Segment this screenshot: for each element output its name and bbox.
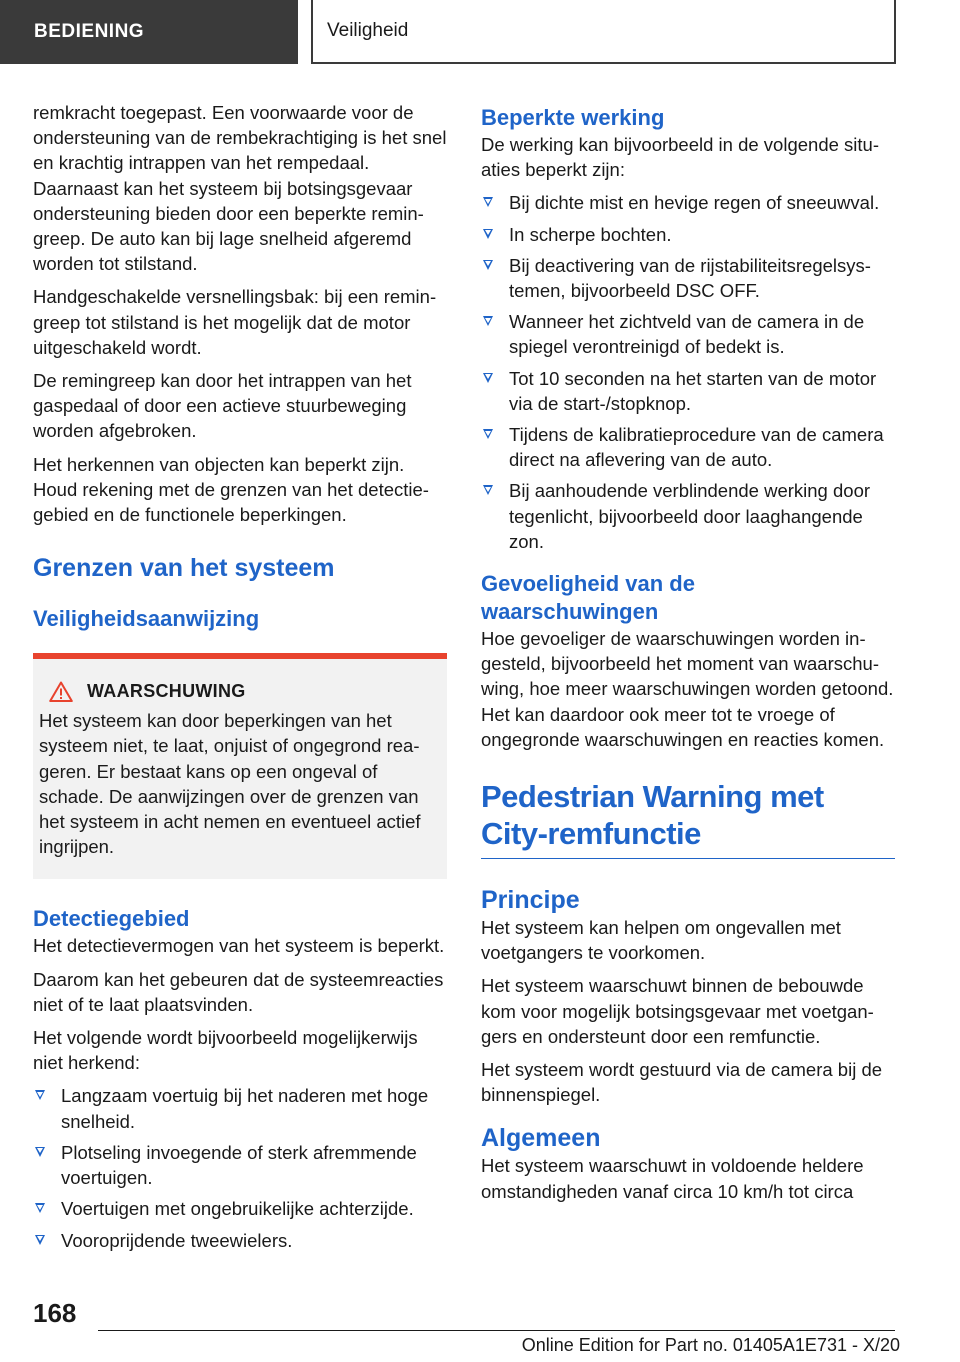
- page-number: 168: [33, 1298, 77, 1328]
- paragraph: De remingreep kan door het intrappen van het gaspedaal of door een actieve stuurbeweging worden afgebroken.: [33, 370, 412, 442]
- bullet-triangle-icon: [35, 1090, 45, 1100]
- warning-triangle-icon: [49, 681, 73, 702]
- warning-title: [39, 681, 433, 702]
- paragraph: Hoe gevoeliger de waarschuwingen worden ingesteld, bijvoorbeeld het moment van waarschuwing, hoe meer waarschuwingen worden getoond. Het kan daardoor ook meer tot te vroege of ongegronde waarschuwingen en reacties komen.: [481, 628, 894, 750]
- paragraph: Daarom kan het gebeuren dat de systeemreacties niet of te laat plaatsvinden.: [33, 968, 444, 1015]
- list-item-text: Voertuigen met ongebruikelijke achterzijde.: [61, 1198, 414, 1220]
- list-item-text: Bij aanhoudende verblindende werking door tegenlicht, bijvoorbeeld door laaghangende zon.: [509, 480, 871, 552]
- paragraph: Handgeschakelde versnellingsbak: bij een remingreep tot stilstand is het mogelijk dat de motor uitgeschakeld wordt.: [33, 286, 437, 358]
- list-item: [481, 253, 895, 303]
- detection-list: [33, 1083, 447, 1252]
- chapter-title: Veiligheid: [327, 20, 409, 41]
- footer-edition: Online Edition for Part no. 01405A1E731 - X/20: [521, 1335, 900, 1355]
- bullet-triangle-icon: [483, 373, 493, 383]
- section-title: BEDIENING: [34, 21, 145, 42]
- list-item: [481, 478, 895, 554]
- heading-beperkte-werking: Beperkte werking: [481, 105, 665, 130]
- list-item: [33, 1140, 447, 1190]
- footer-divider: [98, 1330, 895, 1331]
- header-section-label: [0, 0, 298, 64]
- heading-pedestrian-warning: Pedestrian Warning met City-remfunctie: [481, 778, 895, 859]
- list-item: [33, 1083, 447, 1133]
- list-item-text: Tijdens de kalibratieprocedure van de camera direct na aflevering van de auto.: [509, 424, 884, 471]
- list-item: [33, 1228, 447, 1253]
- bullet-triangle-icon: [483, 316, 493, 326]
- paragraph: Het systeem waarschuwt binnen de bebouwde kom voor mogelijk botsingsgevaar met voetgangers en ondersteunt door een remfunctie.: [481, 975, 874, 1047]
- paragraph: Het systeem wordt gestuurd via de camera bij de binnenspiegel.: [481, 1059, 883, 1106]
- heading-gevoeligheid: Gevoeligheid van de waarschuwingen: [481, 571, 695, 625]
- paragraph: Het systeem waarschuwt in voldoende heldere omstandigheden vanaf circa 10 km/h tot circa: [481, 1155, 864, 1202]
- paragraph: Het systeem kan helpen om ongevallen met voetgangers te voorkomen.: [481, 917, 841, 964]
- warning-label: WAARSCHUWING: [87, 681, 246, 702]
- heading-grenzen: Grenzen van het systeem: [33, 554, 335, 583]
- list-item: [33, 1196, 447, 1221]
- paragraph: De werking kan bijvoorbeeld in de volgende situaties beperkt zijn:: [481, 134, 879, 181]
- list-item-text: In scherpe bochten.: [509, 223, 672, 245]
- bullet-triangle-icon: [483, 197, 493, 207]
- list-item-text: Plotseling invoegende of sterk afremmende voertuigen.: [61, 1141, 417, 1189]
- bullet-triangle-icon: [35, 1203, 45, 1213]
- right-column: [481, 100, 895, 1212]
- heading-algemeen: Algemeen: [481, 1124, 601, 1153]
- list-item-text: Wanneer het zichtveld van de camera in de spiegel verontreinigd of bedekt is.: [509, 311, 865, 358]
- paragraph: Het volgende wordt bijvoorbeeld mogelijkerwijs niet herkend:: [33, 1027, 418, 1074]
- warning-text: Het systeem kan door beperkingen van het systeem niet, te laat, onjuist of ongegrond reageren. Er bestaat kans op een ongeval of schade. De aanwijzingen over de grenzen van het systeem in acht nemen en eventueel actief ingrijpen.: [39, 710, 421, 858]
- list-item-text: Bij dichte mist en hevige regen of sneeuwval.: [509, 192, 880, 214]
- heading-veiligheidsaanwijzing: Veiligheidsaanwijzing: [33, 606, 260, 632]
- bullet-triangle-icon: [35, 1235, 45, 1245]
- paragraph: Het detectievermogen van het systeem is beperkt.: [33, 935, 445, 957]
- left-column: [33, 100, 447, 1261]
- list-item: [481, 222, 895, 247]
- header-chapter-label: [311, 0, 896, 64]
- paragraph: Het herkennen van objecten kan beperkt zijn. Houd rekening met de grenzen van het detectiegebied en de functionele beperkingen.: [33, 453, 429, 526]
- list-item-text: Bij deactivering van de rijstabiliteitsregelsystemen, bijvoorbeeld DSC OFF.: [509, 254, 871, 302]
- heading-detectiegebied: Detectiegebied: [33, 906, 190, 932]
- list-item-text: Langzaam voertuig bij het naderen met hoge snelheid.: [61, 1085, 429, 1132]
- list-item: [481, 309, 895, 359]
- limitation-list: [481, 190, 895, 554]
- list-item: [481, 422, 895, 472]
- list-item: [481, 190, 895, 215]
- bullet-triangle-icon: [483, 229, 493, 239]
- bullet-triangle-icon: [35, 1147, 45, 1157]
- warning-box: [33, 653, 447, 879]
- list-item-text: Vooroprijdende tweewielers.: [61, 1229, 293, 1251]
- bullet-triangle-icon: [483, 429, 493, 439]
- bullet-triangle-icon: [483, 260, 493, 270]
- heading-principe: Principe: [481, 886, 580, 915]
- bullet-triangle-icon: [483, 485, 493, 495]
- paragraph: remkracht toegepast. Een voorwaarde voor de ondersteuning van de rembekrachtiging is het snel en krachtig intrappen van het rempedaal. Daarnaast kan het systeem bij botsingsgevaar ondersteuning bieden door een beperkte remingreep. De auto kan bij lage snelheid afgeremd worden tot stilstand.: [33, 102, 447, 275]
- list-item-text: Tot 10 seconden na het starten van de motor via de start-/stopknop.: [509, 367, 877, 414]
- list-item: [481, 366, 895, 416]
